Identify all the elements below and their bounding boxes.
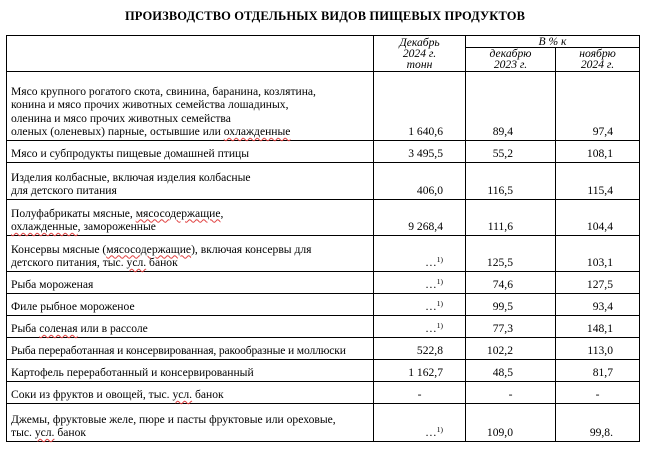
row-value: 3 495,5 (374, 141, 466, 163)
header-value-line3: тонн (406, 58, 433, 71)
row-pct2: - (556, 382, 640, 404)
table-row (7, 272, 640, 294)
row-label: Картофель переработанный и консервированный (7, 360, 374, 382)
row-label: Рыба соленая или в рассоле (7, 316, 374, 338)
row-pct2: 103,1 (556, 236, 640, 272)
table-row (7, 294, 640, 316)
row-pct1: 102,2 (466, 338, 556, 360)
row-label: Филе рыбное мороженое (7, 294, 374, 316)
header-pct-group: В % к (466, 36, 640, 48)
row-label: Мясо крупного рогатого скота, свинина, баранина, козлятина, конина и мясо прочих животных семейства лошадиных, оленина и мясо прочих животных семейства оленых (оленевых) парные, остывшие или охлажденные (7, 72, 374, 141)
row-value: …$^{1)}$ (374, 236, 466, 272)
header-value-line2: 2024 г. (402, 47, 437, 60)
row-label: Консервы мясные (мясосодержащие), включая консервы для детского питания, тыс. усл. банок (7, 236, 374, 272)
row-pct1: 48,5 (466, 360, 556, 382)
row-label: Соки из фруктов и овощей, тыс. усл. банок (7, 382, 374, 404)
row-value: 522,8 (374, 338, 466, 360)
row-pct1: 89,4 (466, 72, 556, 141)
row-pct1: 109,0 (466, 404, 556, 442)
header-pct1-line2: 2023 г. (493, 58, 528, 71)
table-row (7, 72, 640, 141)
table-row (7, 163, 640, 200)
row-pct1: 77,3 (466, 316, 556, 338)
row-pct1: 55,2 (466, 141, 556, 163)
row-pct1: 116,5 (466, 163, 556, 200)
header-pct2 (556, 48, 640, 72)
row-value: 406,0 (374, 163, 466, 200)
food-production-table (6, 35, 640, 442)
header-name-cell (7, 36, 374, 72)
row-value: …$^{1)}$ (374, 404, 466, 442)
row-pct2: 113,0 (556, 338, 640, 360)
row-value: …$^{1)}$ (374, 294, 466, 316)
row-pct1: - (466, 382, 556, 404)
row-label: Изделия колбасные, включая изделия колбасные для детского питания (7, 163, 374, 200)
row-label: Джемы, фруктовые желе, пюре и пасты фруктовые или ореховые, тыс. усл. банок (7, 404, 374, 442)
row-pct2: 127,5 (556, 272, 640, 294)
row-value: …$^{1)}$ (374, 316, 466, 338)
row-value: 9 268,4 (374, 200, 466, 236)
table-row (7, 404, 640, 442)
row-label: Рыба переработанная и консервированная, ракообразные и моллюски (7, 338, 374, 360)
header-pct2-line1: ноябрю (579, 47, 616, 60)
table-row (7, 200, 640, 236)
header-pct1 (466, 48, 556, 72)
row-pct2: 97,4 (556, 72, 640, 141)
header-pct2-line2: 2024 г. (580, 58, 615, 71)
row-label: Полуфабрикаты мясные, мясосодержащие, охлажденные, замороженные (7, 200, 374, 236)
header-value-line1: Декабрь (399, 36, 440, 49)
table-row (7, 316, 640, 338)
row-pct2: 115,4 (556, 163, 640, 200)
table-row (7, 141, 640, 163)
row-pct2: 93,4 (556, 294, 640, 316)
row-pct1: 125,5 (466, 236, 556, 272)
row-value: - (374, 382, 466, 404)
table-row (7, 360, 640, 382)
row-value: 1 640,6 (374, 72, 466, 141)
table-row (7, 236, 640, 272)
row-pct2: 81,7 (556, 360, 640, 382)
row-value: …$^{1)}$ (374, 272, 466, 294)
header-value-cell (374, 36, 466, 72)
row-value: 1 162,7 (374, 360, 466, 382)
row-pct1: 74,6 (466, 272, 556, 294)
row-pct1: 111,6 (466, 200, 556, 236)
row-pct1: 99,5 (466, 294, 556, 316)
row-pct2: 148,1 (556, 316, 640, 338)
page-title: ПРОИЗВОДСТВО ОТДЕЛЬНЫХ ВИДОВ ПИЩЕВЫХ ПРОДУКТОВ (124, 9, 526, 23)
header-pct1-line1: декабрю (489, 47, 532, 60)
row-pct2: 108,1 (556, 141, 640, 163)
row-pct2: 99,8. (556, 404, 640, 442)
table-row (7, 382, 640, 404)
row-label: Рыба мороженая (7, 272, 374, 294)
row-label: Мясо и субпродукты пищевые домашней птицы (7, 141, 374, 163)
table-row (7, 338, 640, 360)
row-pct2: 104,4 (556, 200, 640, 236)
